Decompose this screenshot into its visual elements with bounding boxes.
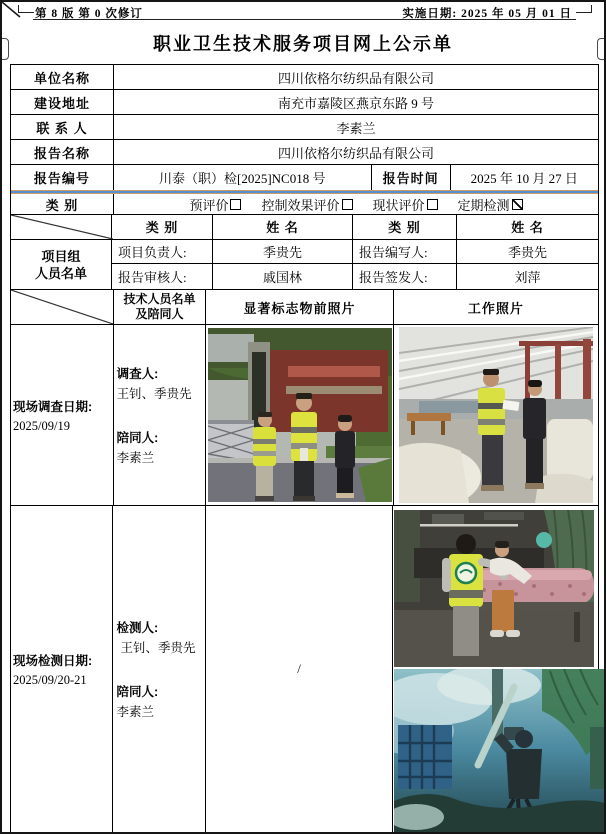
crop-mark xyxy=(576,12,592,13)
team-cat1-header: 类 别 xyxy=(112,215,213,239)
implementation-date-label: 实施日期: 2025 年 05 月 01 日 xyxy=(402,8,572,20)
page-title: 职业卫生技术服务项目网上公示单 xyxy=(153,34,453,54)
team-name2-header: 姓 名 xyxy=(511,220,544,236)
team-cat2-header: 类 别 xyxy=(353,215,457,239)
table-row xyxy=(11,90,598,115)
no-landmark-photo-cell: / xyxy=(206,506,393,832)
crop-mark xyxy=(591,5,592,13)
steam-sampling-photo xyxy=(394,669,605,832)
form-table xyxy=(10,64,599,833)
control-effect-checkbox[interactable] xyxy=(342,199,353,210)
team-row-label: 项目组 人员名单 xyxy=(34,248,87,281)
table-row xyxy=(11,140,598,165)
option-periodic-test-label: 定期检测 xyxy=(457,197,510,213)
report-name-label: 报告名称 xyxy=(11,140,114,164)
option-control-effect-label: 控制效果评价 xyxy=(261,197,340,213)
periodic-test-checkbox-checked[interactable] xyxy=(512,199,523,210)
survey-people-cell xyxy=(114,325,207,505)
table-row xyxy=(11,65,598,90)
report-writer-name: 季贵先 xyxy=(507,245,547,260)
report-reviewer-label: 报告审核人: xyxy=(112,264,213,289)
pre-eval-checkbox[interactable] xyxy=(230,199,241,210)
detect-row xyxy=(11,506,598,832)
contact-label: 联 系 人 xyxy=(11,115,114,139)
team-name1-header: 姓 名 xyxy=(213,215,353,239)
diagonal-header-cell xyxy=(11,290,114,324)
surveyor-label: 调查人: xyxy=(116,367,159,381)
category-label: 类 别 xyxy=(11,194,114,214)
contact-value: 李素兰 xyxy=(336,120,376,136)
survey-date-cell xyxy=(11,325,114,505)
work-photo-header: 工作照片 xyxy=(467,300,524,316)
option-status-eval-label: 现状评价 xyxy=(372,197,425,213)
detect-escort-label: 陪同人: xyxy=(116,685,159,699)
report-name-value: 四川依格尔纺织品有限公司 xyxy=(277,145,434,161)
table-row xyxy=(11,194,598,215)
team-section xyxy=(11,215,598,290)
survey-row xyxy=(11,325,598,506)
crop-mark xyxy=(18,12,34,13)
detect-date-cell xyxy=(11,506,113,832)
team-header-row xyxy=(112,215,598,240)
project-leader-name: 季贵先 xyxy=(213,240,353,264)
team-row xyxy=(112,240,598,265)
report-issuer-label: 报告签发人: xyxy=(353,264,457,289)
diagonal-header-cell xyxy=(11,215,111,240)
work-photo-cell-2 xyxy=(393,506,598,832)
report-no-value: 川泰（职）检[2025]NC018 号 xyxy=(114,165,372,190)
address-value: 南充市嘉陵区燕京东路 9 号 xyxy=(277,95,434,111)
corner-fold-mark xyxy=(2,2,24,20)
survey-escort-name: 李素兰 xyxy=(116,451,155,465)
report-time-value: 2025 年 10 月 27 日 xyxy=(470,171,578,186)
unit-name-value: 四川依格尔纺织品有限公司 xyxy=(277,70,434,86)
detect-date-value: 2025/09/20-21 xyxy=(13,672,87,687)
detect-date-label: 现场检测日期: xyxy=(13,653,93,668)
factory-gate-photo xyxy=(208,328,392,502)
survey-escort-label: 陪同人: xyxy=(116,431,159,445)
header-rule xyxy=(33,19,576,20)
option-pre-eval-label: 预评价 xyxy=(189,197,229,213)
workshop-discussion-photo xyxy=(399,327,593,503)
survey-date-label: 现场调查日期: xyxy=(13,399,93,414)
landmark-photo-header: 显著标志物前照片 xyxy=(206,290,393,324)
photo-header-row xyxy=(11,290,598,325)
surveyor-names: 王钊、季贵先 xyxy=(116,387,192,401)
detect-people-cell xyxy=(113,506,206,832)
report-issuer-name: 刘萍 xyxy=(514,270,541,286)
team-row xyxy=(112,264,598,289)
landmark-photo-cell xyxy=(206,325,393,505)
unit-name-label: 单位名称 xyxy=(11,65,114,89)
report-no-label: 报告编号 xyxy=(11,165,114,190)
tester-label: 检测人: xyxy=(116,621,159,635)
report-time-label: 报告时间 xyxy=(372,165,451,190)
status-eval-checkbox[interactable] xyxy=(427,199,438,210)
address-label: 建设地址 xyxy=(11,90,114,114)
project-leader-label: 项目负责人: xyxy=(112,240,213,264)
detect-escort-name: 李素兰 xyxy=(116,705,154,719)
category-options xyxy=(114,194,598,214)
tester-names: 王钊、季贵先 xyxy=(120,641,196,655)
tech-staff-header: 技术人员名单 及陪同人 xyxy=(114,290,207,324)
report-writer-label: 报告编写人: xyxy=(353,240,457,264)
report-reviewer-name: 戚国林 xyxy=(213,264,353,289)
loom-inspection-photo xyxy=(394,510,594,667)
survey-date-value: 2025/09/19 xyxy=(13,418,70,433)
work-photo-cell-1 xyxy=(394,325,598,505)
revision-label: 第 8 版 第 0 次修订 xyxy=(35,8,143,20)
table-row xyxy=(11,165,598,190)
table-row xyxy=(11,115,598,140)
